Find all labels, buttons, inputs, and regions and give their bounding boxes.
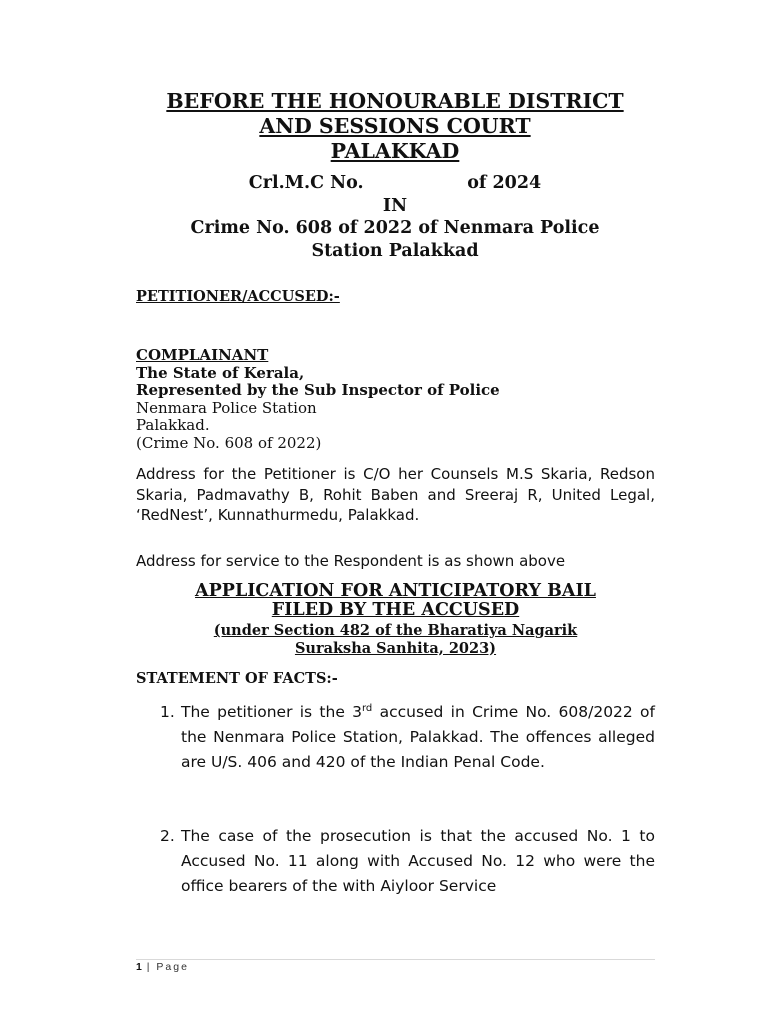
statement-of-facts-heading: STATEMENT OF FACTS:-: [136, 670, 338, 687]
application-title: [136, 582, 655, 620]
list-item: [136, 700, 655, 775]
complainant-line-2: Represented by the Sub Inspector of Police: [136, 381, 500, 399]
complainant-line-4: Palakkad.: [136, 416, 210, 434]
application-subtitle: [136, 622, 655, 657]
crime-number-line-1: Crime No. 608 of 2022 of Nenmara Police: [190, 218, 600, 238]
court-title-line-1: BEFORE THE HONOURABLE DISTRICT: [166, 89, 624, 113]
complainant-line-3: Nenmara Police Station: [136, 398, 317, 417]
petitioner-address: Address for the Petitioner is C/O her Counsels M.S Skaria, Redson Skaria, Padmavathy B, Rohit Baben and Sreeraj R, United Legal, ‘RedNest’, Kunnathurmedu, Palakkad.: [136, 465, 655, 524]
list-item-text: [181, 700, 655, 775]
page-number: 1: [136, 961, 142, 973]
footer-divider: [136, 959, 655, 960]
crime-number-line-2: Station Palakkad: [311, 240, 479, 261]
petitioner-label: PETITIONER/ACCUSED:-: [136, 288, 340, 305]
court-title-line-3: PALAKKAD: [330, 139, 460, 163]
in-label: IN: [382, 195, 408, 216]
case-reference: [90, 172, 700, 262]
list-item: [136, 824, 655, 899]
court-title-line-2: AND SESSIONS COURT: [259, 114, 531, 138]
complainant-block: [136, 347, 500, 452]
list-item-text-part: The petitioner is the 3: [181, 703, 362, 721]
application-title-line-1: APPLICATION FOR ANTICIPATORY BAIL: [195, 581, 596, 601]
ordinal-suffix: rd: [362, 702, 373, 714]
respondent-address: Address for service to the Respondent is as shown above: [136, 552, 566, 570]
page-footer: [136, 961, 189, 973]
list-item-number: 1.: [160, 703, 175, 721]
crlmc-number: Crl.M.C No. of 2024: [248, 173, 542, 193]
complainant-line-1: The State of Kerala,: [136, 363, 305, 382]
page-label: Page: [156, 961, 189, 973]
application-subtitle-line-2: Suraksha Sanhita, 2023): [294, 639, 497, 657]
list-item-number: 2.: [160, 827, 175, 845]
list-item-text-part: accused in Crime No. 608/2022 of the Nenmara Police Station, Palakkad. The offences alleged are U/S. 406 and 420 of the Indian Penal Code.: [181, 703, 655, 771]
court-title: [90, 89, 700, 164]
list-item-text: The case of the prosecution is that the accused No. 1 to Accused No. 11 along with Accused No. 12 who were the office bearers of the with Aiyloor Service: [181, 827, 655, 895]
application-subtitle-line-1: (under Section 482 of the Bharatiya Nagarik: [213, 622, 578, 639]
page-separator: |: [146, 961, 152, 973]
application-title-line-2: FILED BY THE ACCUSED: [271, 600, 520, 620]
complainant-label: COMPLAINANT: [136, 346, 269, 364]
complainant-line-5: (Crime No. 608 of 2022): [136, 433, 322, 452]
